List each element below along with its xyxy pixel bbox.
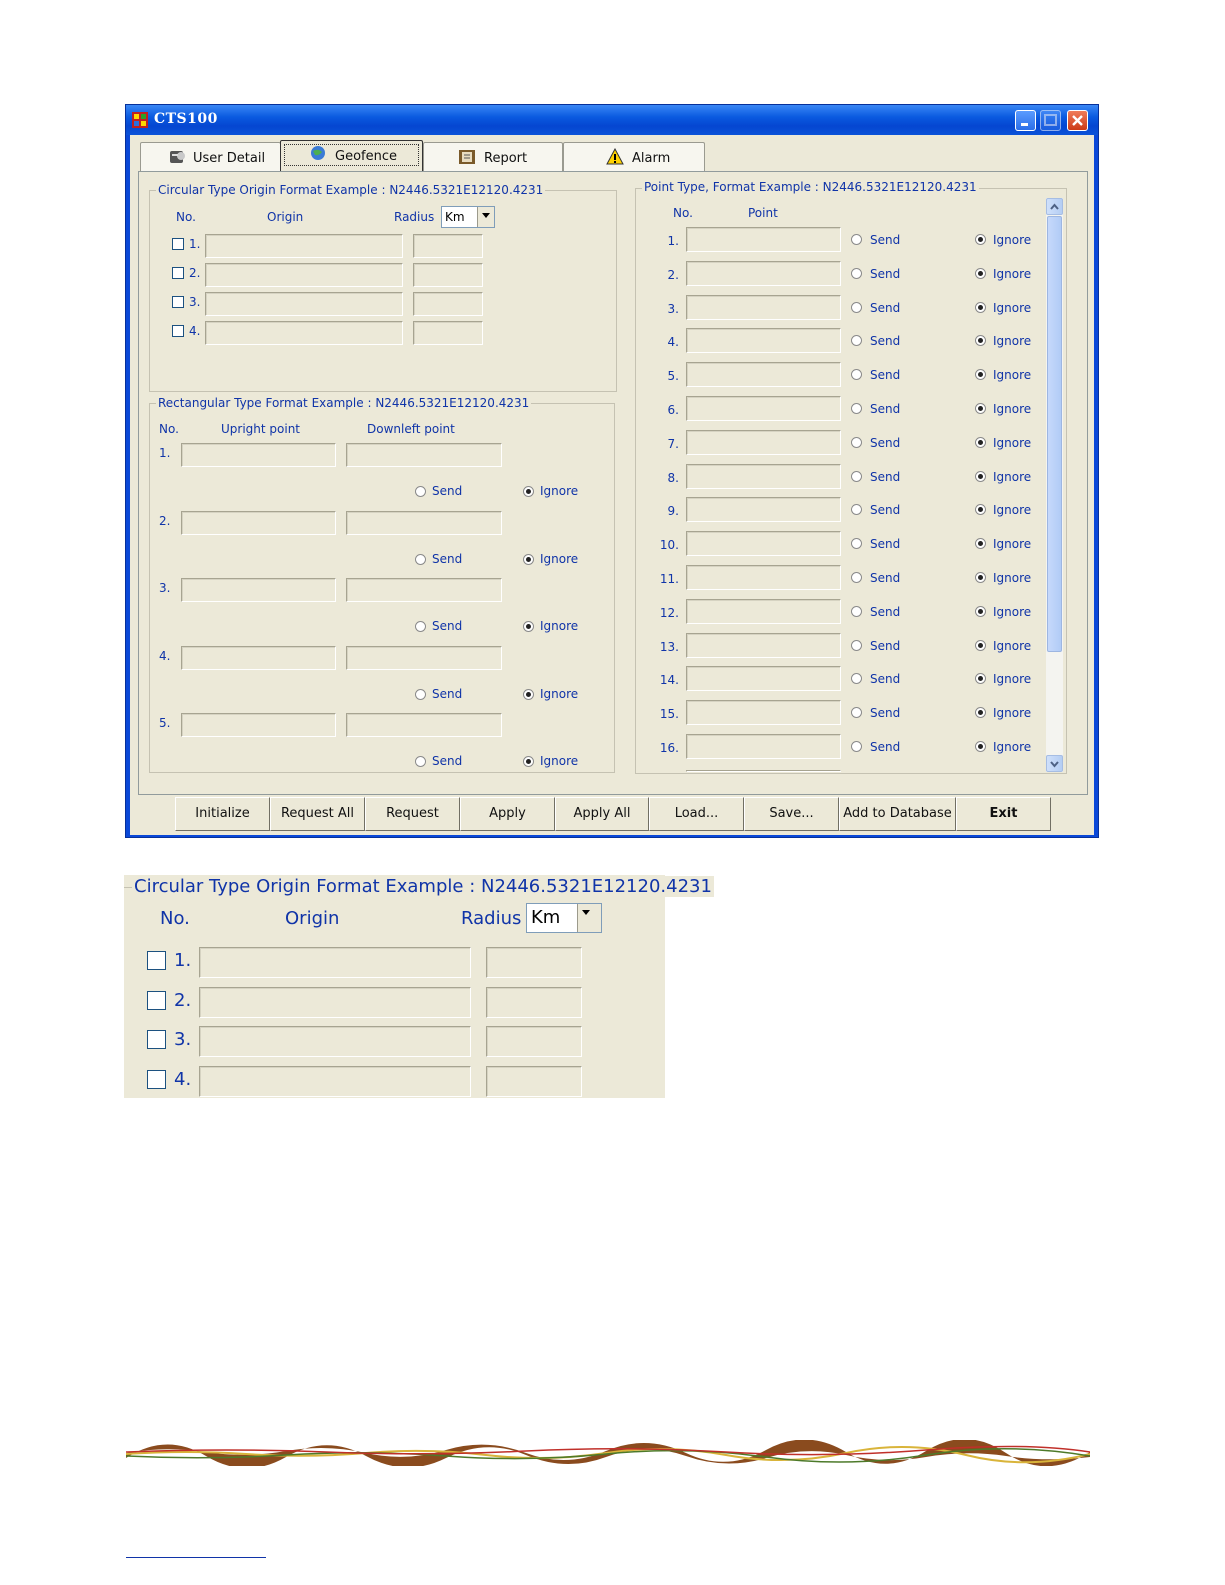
point-ignore-label: Ignore (993, 266, 1032, 281)
tab-geofence-label: Geofence (335, 149, 397, 164)
point-ignore-radio[interactable] (975, 471, 986, 482)
zoom-origin-input[interactable] (199, 987, 471, 1018)
rect-ignore-label: Ignore (540, 551, 579, 566)
warning-icon (606, 148, 624, 166)
circular-row-checkbox[interactable] (172, 296, 184, 308)
point-send-label: Send (870, 368, 901, 383)
point-send-radio[interactable] (851, 471, 862, 482)
zoom-origin-input[interactable] (199, 947, 471, 978)
minimize-button[interactable] (1015, 110, 1036, 131)
point-input[interactable] (686, 295, 841, 320)
point-row-number: 2. (667, 267, 679, 282)
point-group-title: Point Type, Format Example : N2446.5321E12120.4231 (644, 180, 977, 194)
point-row-number: 13. (659, 639, 679, 654)
point-ignore-label: Ignore (993, 740, 1032, 754)
rect-ignore-label: Ignore (540, 686, 579, 701)
circular-group-title: Circular Type Origin Format Example : N2446.5321E12120.4231 (158, 183, 544, 197)
point-input[interactable] (686, 700, 841, 725)
point-ignore-radio[interactable] (975, 403, 986, 414)
minimize-icon (1016, 111, 1035, 130)
rect-downleft-input[interactable] (346, 578, 502, 602)
apply-button[interactable]: Apply (460, 797, 555, 831)
zoom-col-radius: Radius (461, 908, 522, 929)
point-input[interactable] (686, 227, 841, 252)
point-send-label: Send (870, 740, 901, 754)
user-detail-icon (169, 148, 187, 166)
point-send-radio[interactable] (851, 234, 862, 245)
point-row-number: 7. (667, 436, 679, 451)
add-to-database-button[interactable]: Add to Database (839, 797, 956, 831)
zoom-row-number: 3. (174, 1029, 192, 1050)
point-send-label: Send (870, 672, 901, 687)
point-ignore-label: Ignore (993, 233, 1032, 247)
point-send-label: Send (870, 266, 901, 281)
zoom-row-checkbox[interactable] (147, 991, 166, 1010)
rect-send-label: Send (432, 484, 463, 498)
maximize-button[interactable] (1040, 110, 1061, 131)
zoom-radius-input[interactable] (486, 1026, 582, 1057)
rect-upright-input[interactable] (181, 578, 336, 602)
point-send-radio[interactable] (851, 302, 862, 313)
request-button[interactable]: Request (365, 797, 460, 831)
point-input[interactable] (686, 599, 841, 624)
circular-row-number: 3. (189, 295, 201, 309)
radius-unit-select[interactable] (441, 206, 495, 228)
initialize-button[interactable]: Initialize (175, 797, 270, 831)
point-ignore-label: Ignore (993, 368, 1032, 383)
rect-send-radio[interactable] (415, 756, 426, 767)
app-icon (132, 112, 148, 128)
point-input[interactable] (686, 328, 841, 353)
point-input[interactable] (686, 396, 841, 421)
point-ignore-label: Ignore (993, 402, 1032, 416)
decorative-divider (126, 1440, 1090, 1466)
point-ignore-label: Ignore (993, 435, 1032, 450)
rect-ignore-label: Ignore (540, 754, 579, 768)
report-icon (458, 148, 476, 166)
rect-send-label: Send (432, 754, 463, 768)
point-row-number: 11. (659, 572, 679, 586)
circular-row-checkbox[interactable] (172, 325, 184, 337)
chevron-up-icon (1047, 199, 1062, 214)
rect-send-label: Send (432, 619, 463, 633)
point-send-label: Send (870, 435, 901, 450)
point-ignore-label: Ignore (993, 672, 1032, 687)
globe-icon (309, 144, 327, 162)
point-row-number: 3. (667, 301, 679, 316)
exit-button[interactable]: Exit (956, 797, 1051, 831)
point-col-point: Point (748, 206, 778, 220)
point-input-partial[interactable] (686, 770, 841, 772)
circular-radius-input[interactable] (413, 234, 483, 258)
rect-send-radio[interactable] (415, 689, 426, 700)
rect-ignore-radio[interactable] (523, 689, 534, 700)
zoom-radius-input[interactable] (486, 947, 582, 978)
app-window (125, 104, 1099, 838)
point-row-number: 9. (667, 504, 679, 519)
point-ignore-label: Ignore (993, 604, 1032, 619)
zoom-col-no: No. (160, 908, 190, 929)
point-send-label: Send (870, 300, 901, 315)
chevron-down-icon (1047, 756, 1062, 771)
rect-ignore-radio[interactable] (523, 756, 534, 767)
rect-row-number: 2. (159, 513, 171, 528)
zoom-row-checkbox[interactable] (147, 1070, 166, 1089)
circular-row-number: 4. (189, 324, 201, 338)
point-input[interactable] (686, 261, 841, 286)
rect-send-radio[interactable] (415, 554, 426, 565)
zoom-radius-input[interactable] (486, 987, 582, 1018)
point-send-label: Send (870, 571, 901, 585)
point-input[interactable] (686, 565, 841, 590)
point-ignore-radio[interactable] (975, 572, 986, 583)
geofence-tab-panel (138, 171, 1088, 795)
circular-col-no: No. (176, 210, 196, 224)
zoom-row-checkbox[interactable] (147, 1030, 166, 1049)
circular-origin-input[interactable] (205, 263, 403, 287)
chevron-down-icon[interactable] (477, 207, 494, 227)
circular-radius-input[interactable] (413, 292, 483, 316)
point-ignore-radio[interactable] (975, 268, 986, 279)
point-row-number: 12. (659, 605, 679, 620)
rect-ignore-label: Ignore (540, 484, 579, 498)
rect-downleft-input[interactable] (346, 646, 502, 670)
point-send-label: Send (870, 638, 901, 653)
point-ignore-label: Ignore (993, 300, 1032, 315)
close-icon (1068, 111, 1087, 130)
rect-col-no: No. (159, 422, 179, 436)
circular-row-number: 1. (189, 237, 201, 251)
point-ignore-radio[interactable] (975, 640, 986, 651)
point-ignore-radio[interactable] (975, 437, 986, 448)
circular-col-radius: Radius (394, 210, 435, 224)
tab-alarm[interactable] (563, 142, 705, 171)
point-send-label: Send (870, 402, 901, 416)
point-input[interactable] (686, 666, 841, 691)
tab-geofence[interactable] (280, 140, 423, 171)
rect-downleft-input[interactable] (346, 443, 502, 467)
request-all-button[interactable]: Request All (270, 797, 365, 831)
rect-ignore-label: Ignore (540, 619, 579, 633)
circular-group (149, 190, 617, 392)
zoom-origin-input[interactable] (199, 1026, 471, 1057)
point-send-label: Send (870, 537, 901, 552)
rect-upright-input[interactable] (181, 443, 336, 467)
point-ignore-label: Ignore (993, 537, 1032, 552)
circular-origin-input[interactable] (205, 321, 403, 345)
point-send-radio[interactable] (851, 403, 862, 414)
point-ignore-label: Ignore (993, 638, 1032, 653)
zoom-row-number: 1. (174, 950, 192, 971)
point-ignore-radio[interactable] (975, 234, 986, 245)
point-ignore-label: Ignore (993, 334, 1032, 349)
point-ignore-label: Ignore (993, 571, 1032, 585)
point-input[interactable] (686, 633, 841, 658)
circular-radius-input[interactable] (413, 263, 483, 287)
point-input[interactable] (686, 531, 841, 556)
tab-user-detail[interactable] (140, 142, 281, 171)
point-ignore-label: Ignore (993, 469, 1032, 484)
rect-row-number: 4. (159, 648, 171, 663)
rect-send-label: Send (432, 686, 463, 701)
point-row-number: 10. (659, 538, 679, 553)
point-ignore-label: Ignore (993, 503, 1032, 518)
point-ignore-radio[interactable] (975, 741, 986, 752)
tab-report[interactable] (423, 142, 563, 171)
rect-col-downleft: Downleft point (367, 422, 455, 436)
point-ignore-label: Ignore (993, 706, 1032, 721)
circular-origin-input[interactable] (205, 292, 403, 316)
point-send-label: Send (870, 706, 901, 721)
point-row-number: 15. (659, 707, 679, 722)
rect-row-number: 3. (159, 581, 171, 595)
radius-unit-value: Km (445, 210, 465, 224)
point-send-label: Send (870, 334, 901, 349)
zoom-origin-input[interactable] (199, 1066, 471, 1097)
scroll-down-button[interactable] (1046, 755, 1063, 772)
circular-row-number: 2. (189, 266, 201, 280)
point-send-radio[interactable] (851, 268, 862, 279)
maximize-icon (1041, 111, 1060, 130)
zoom-group-title: Circular Type Origin Format Example : N2446.5321E12120.4231 (134, 876, 712, 897)
circular-zoom-detail (124, 875, 712, 1098)
rect-ignore-radio[interactable] (523, 486, 534, 497)
point-ignore-radio[interactable] (975, 302, 986, 313)
tab-user-detail-label: User Detail (193, 151, 266, 166)
point-row-number: 6. (667, 403, 679, 417)
rect-upright-input[interactable] (181, 646, 336, 670)
point-send-radio[interactable] (851, 640, 862, 651)
window-client (130, 135, 1094, 835)
zoom-row-checkbox[interactable] (147, 951, 166, 970)
point-row-number: 16. (659, 741, 679, 755)
point-input[interactable] (686, 430, 841, 455)
rect-downleft-input[interactable] (346, 713, 502, 737)
point-row-number: 8. (667, 470, 679, 485)
point-row-number: 1. (667, 234, 679, 248)
rect-row-number: 1. (159, 446, 171, 460)
zoom-col-origin: Origin (285, 908, 340, 929)
point-row-number: 14. (659, 673, 679, 688)
point-send-radio[interactable] (851, 437, 862, 448)
point-send-label: Send (870, 233, 901, 247)
load-button[interactable]: Load... (649, 797, 744, 831)
zoom-radius-input[interactable] (486, 1066, 582, 1097)
point-col-no: No. (673, 206, 693, 220)
rect-send-radio[interactable] (415, 486, 426, 497)
tab-report-label: Report (484, 151, 528, 166)
rect-send-label: Send (432, 551, 463, 566)
rect-row-number: 5. (159, 716, 171, 730)
circular-row-checkbox[interactable] (172, 267, 184, 279)
rectangular-group-title: Rectangular Type Format Example : N2446.5321E12120.4231 (158, 396, 530, 410)
close-button[interactable] (1067, 110, 1088, 131)
point-send-label: Send (870, 604, 901, 619)
point-send-label: Send (870, 469, 901, 484)
circular-origin-input[interactable] (205, 234, 403, 258)
rect-ignore-radio[interactable] (523, 554, 534, 565)
title-bar[interactable] (126, 105, 1098, 135)
rect-ignore-radio[interactable] (523, 621, 534, 632)
chevron-down-icon[interactable] (577, 904, 601, 932)
point-input[interactable] (686, 497, 841, 522)
point-input[interactable] (686, 362, 841, 387)
zoom-radius-unit-select[interactable] (526, 903, 602, 933)
point-ignore-radio[interactable] (975, 606, 986, 617)
zoom-row-number: 4. (174, 1068, 192, 1090)
rect-upright-input[interactable] (181, 511, 336, 535)
point-send-radio[interactable] (851, 606, 862, 617)
rect-col-upright: Upright point (221, 422, 301, 436)
zoom-row-number: 2. (174, 989, 192, 1011)
rect-send-radio[interactable] (415, 621, 426, 632)
circular-row-checkbox[interactable] (172, 238, 184, 250)
circular-col-origin: Origin (267, 210, 304, 224)
footer-rule (126, 1557, 266, 1558)
point-list-scrollbar[interactable] (1046, 198, 1063, 772)
point-send-radio[interactable] (851, 572, 862, 583)
tab-alarm-label: Alarm (632, 151, 671, 166)
apply-all-button[interactable]: Apply All (555, 797, 649, 831)
rect-upright-input[interactable] (181, 713, 336, 737)
point-row-number: 5. (667, 369, 679, 384)
window-title: CTS100 (154, 111, 218, 127)
circular-radius-input[interactable] (413, 321, 483, 345)
point-input[interactable] (686, 734, 841, 759)
point-row-number: 4. (667, 335, 679, 350)
point-send-label: Send (870, 503, 901, 518)
save-button[interactable]: Save... (744, 797, 839, 831)
zoom-radius-unit-value: Km (531, 907, 561, 928)
scroll-thumb[interactable] (1047, 216, 1062, 652)
point-input[interactable] (686, 464, 841, 489)
scroll-up-button[interactable] (1046, 198, 1063, 215)
point-send-radio[interactable] (851, 741, 862, 752)
rect-downleft-input[interactable] (346, 511, 502, 535)
